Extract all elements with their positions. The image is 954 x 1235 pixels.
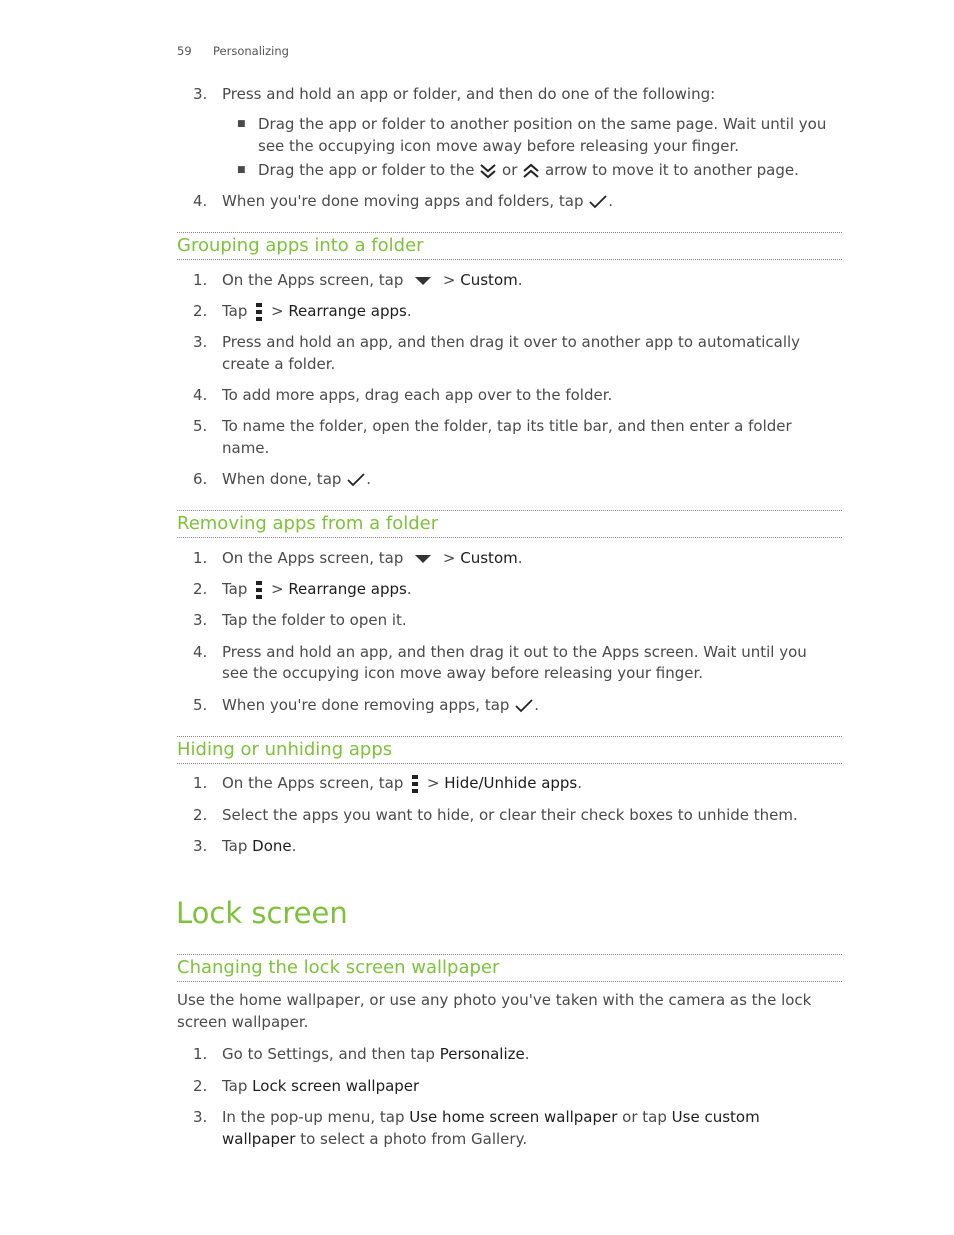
- step-text: Press and hold an app or folder, and then do one of the following:: [222, 85, 716, 103]
- step-emphasis: Done: [252, 837, 292, 855]
- chapter-title: Personalizing: [213, 44, 289, 58]
- step-text: Press and hold an app, and then drag it over to another app to automatically: [222, 333, 801, 351]
- page-number: 59: [177, 44, 192, 58]
- bullet-icon: ■: [237, 119, 246, 129]
- paragraph-text: screen wallpaper.: [177, 1013, 309, 1031]
- section-heading-hiding: [177, 736, 842, 764]
- step-text: In the pop-up menu, tap: [222, 1108, 410, 1126]
- step-number: 3.: [193, 85, 208, 103]
- step-line: [222, 1075, 842, 1097]
- step-text: or tap: [617, 1108, 672, 1126]
- step-text: see the occupying icon move away before releasing your finger.: [222, 664, 704, 682]
- step-emphasis: Rearrange apps: [288, 580, 407, 598]
- bullet-text: Drag the app or folder to the: [258, 161, 475, 179]
- step-number: 2.: [193, 580, 208, 598]
- step-number: 3.: [193, 1108, 208, 1126]
- section-heading-grouping: [177, 232, 842, 260]
- step-line: [222, 300, 842, 322]
- period: .: [366, 470, 371, 488]
- step-text: On the Apps screen, tap: [222, 271, 404, 289]
- step-separator: >: [270, 580, 289, 598]
- dropdown-triangle-icon: [414, 553, 432, 565]
- step-number: 1.: [193, 549, 208, 567]
- step-separator: >: [442, 549, 461, 567]
- step-emphasis: Rearrange apps: [288, 302, 407, 320]
- step-text: To add more apps, drag each app over to the folder.: [222, 386, 613, 404]
- step-emphasis: Use custom: [671, 1108, 760, 1126]
- vertical-dots-menu-icon: [412, 775, 418, 793]
- step-text: Select the apps you want to hide, or clear their check boxes to unhide them.: [222, 806, 798, 824]
- step-line: [222, 694, 842, 716]
- dropdown-triangle-icon: [414, 275, 432, 287]
- step-number: 6.: [193, 470, 208, 488]
- period: .: [406, 580, 412, 598]
- step-text: When you're done moving apps and folders, tap: [222, 192, 584, 210]
- bullet-text: or: [502, 161, 518, 179]
- step-number: 3.: [193, 611, 208, 629]
- period: .: [577, 774, 583, 792]
- step-text: Tap: [222, 1077, 253, 1095]
- bullet-text: arrow to move it to another page.: [544, 161, 799, 179]
- step-line: [222, 1106, 842, 1128]
- period: .: [534, 696, 540, 714]
- vertical-dots-menu-icon: [256, 581, 262, 599]
- section-title: Hiding or unhiding apps: [177, 739, 393, 760]
- step-number: 5.: [193, 417, 208, 435]
- vertical-dots-menu-icon: [256, 303, 262, 321]
- period: .: [406, 302, 412, 320]
- step-emphasis: Personalize: [439, 1045, 525, 1063]
- step-emphasis: Custom: [460, 549, 518, 567]
- step-number: 4.: [193, 386, 208, 404]
- step-text: To name the folder, open the folder, tap its title bar, and then enter a folder: [222, 417, 792, 435]
- checkmark-icon: [588, 194, 608, 210]
- step-text: Tap: [222, 580, 248, 598]
- step-separator: >: [442, 271, 461, 289]
- section-heading-removing: [177, 510, 842, 538]
- step-text: Tap: [222, 302, 248, 320]
- step-number: 1.: [193, 1045, 208, 1063]
- step-text: Go to Settings, and then tap: [222, 1045, 440, 1063]
- step-number: 2.: [193, 806, 208, 824]
- period: .: [524, 1045, 530, 1063]
- step-number: 2.: [193, 302, 208, 320]
- step-text: Press and hold an app, and then drag it out to the Apps screen. Wait until you: [222, 643, 807, 661]
- paragraph-text: Use the home wallpaper, or use any photo you've taken with the camera as the lock: [177, 991, 812, 1009]
- step-text: create a folder.: [222, 355, 336, 373]
- double-chevron-down-icon: [479, 162, 497, 180]
- step-number: 4.: [193, 643, 208, 661]
- step-text: When you're done removing apps, tap: [222, 696, 510, 714]
- step-number: 3.: [193, 837, 208, 855]
- section-title: Changing the lock screen wallpaper: [177, 957, 500, 978]
- step-text: Tap the folder to open it.: [222, 611, 407, 629]
- step-line: [222, 1043, 842, 1065]
- step-line: [222, 547, 842, 569]
- step-line: [222, 1128, 842, 1150]
- bullet-text: Drag the app or folder to another position on the same page. Wait until you: [258, 115, 827, 133]
- step-text: On the Apps screen, tap: [222, 549, 404, 567]
- step-number: 1.: [193, 774, 208, 792]
- step-separator: >: [426, 774, 445, 792]
- period: .: [291, 837, 297, 855]
- step-number: 4.: [193, 192, 208, 210]
- bullet-line: [258, 159, 848, 181]
- step-emphasis: Lock screen wallpaper: [252, 1077, 420, 1095]
- period: .: [517, 549, 523, 567]
- step-text: On the Apps screen, tap: [222, 774, 404, 792]
- period: .: [517, 271, 523, 289]
- step-line: [222, 269, 842, 291]
- step-emphasis: Hide/Unhide apps: [444, 774, 578, 792]
- step-emphasis: Custom: [460, 271, 518, 289]
- step-line: [222, 468, 842, 490]
- period: .: [608, 192, 614, 210]
- step-number: 5.: [193, 696, 208, 714]
- step-separator: >: [270, 302, 289, 320]
- section-heading-lock-wallpaper: [177, 954, 842, 982]
- chapter-heading: Lock screen: [176, 896, 348, 930]
- step-text: to select a photo from Gallery.: [295, 1130, 528, 1148]
- step-line: [222, 578, 842, 600]
- double-chevron-up-icon: [522, 162, 540, 180]
- step-line: [222, 772, 842, 794]
- step-number: 1.: [193, 271, 208, 289]
- checkmark-icon: [346, 472, 366, 488]
- checkmark-icon: [514, 698, 534, 714]
- bullet-text: see the occupying icon move away before releasing your finger.: [258, 137, 740, 155]
- step-text: name.: [222, 439, 270, 457]
- step-number: 3.: [193, 333, 208, 351]
- step-text: When done, tap: [222, 470, 342, 488]
- step-text: Tap: [222, 837, 253, 855]
- section-title: Grouping apps into a folder: [177, 235, 424, 256]
- step-line: [222, 835, 842, 857]
- step-line: [222, 190, 842, 212]
- bullet-icon: ■: [237, 165, 246, 175]
- step-emphasis: wallpaper: [222, 1130, 296, 1148]
- section-title: Removing apps from a folder: [177, 513, 439, 534]
- step-emphasis: Use home screen wallpaper: [409, 1108, 618, 1126]
- step-number: 2.: [193, 1077, 208, 1095]
